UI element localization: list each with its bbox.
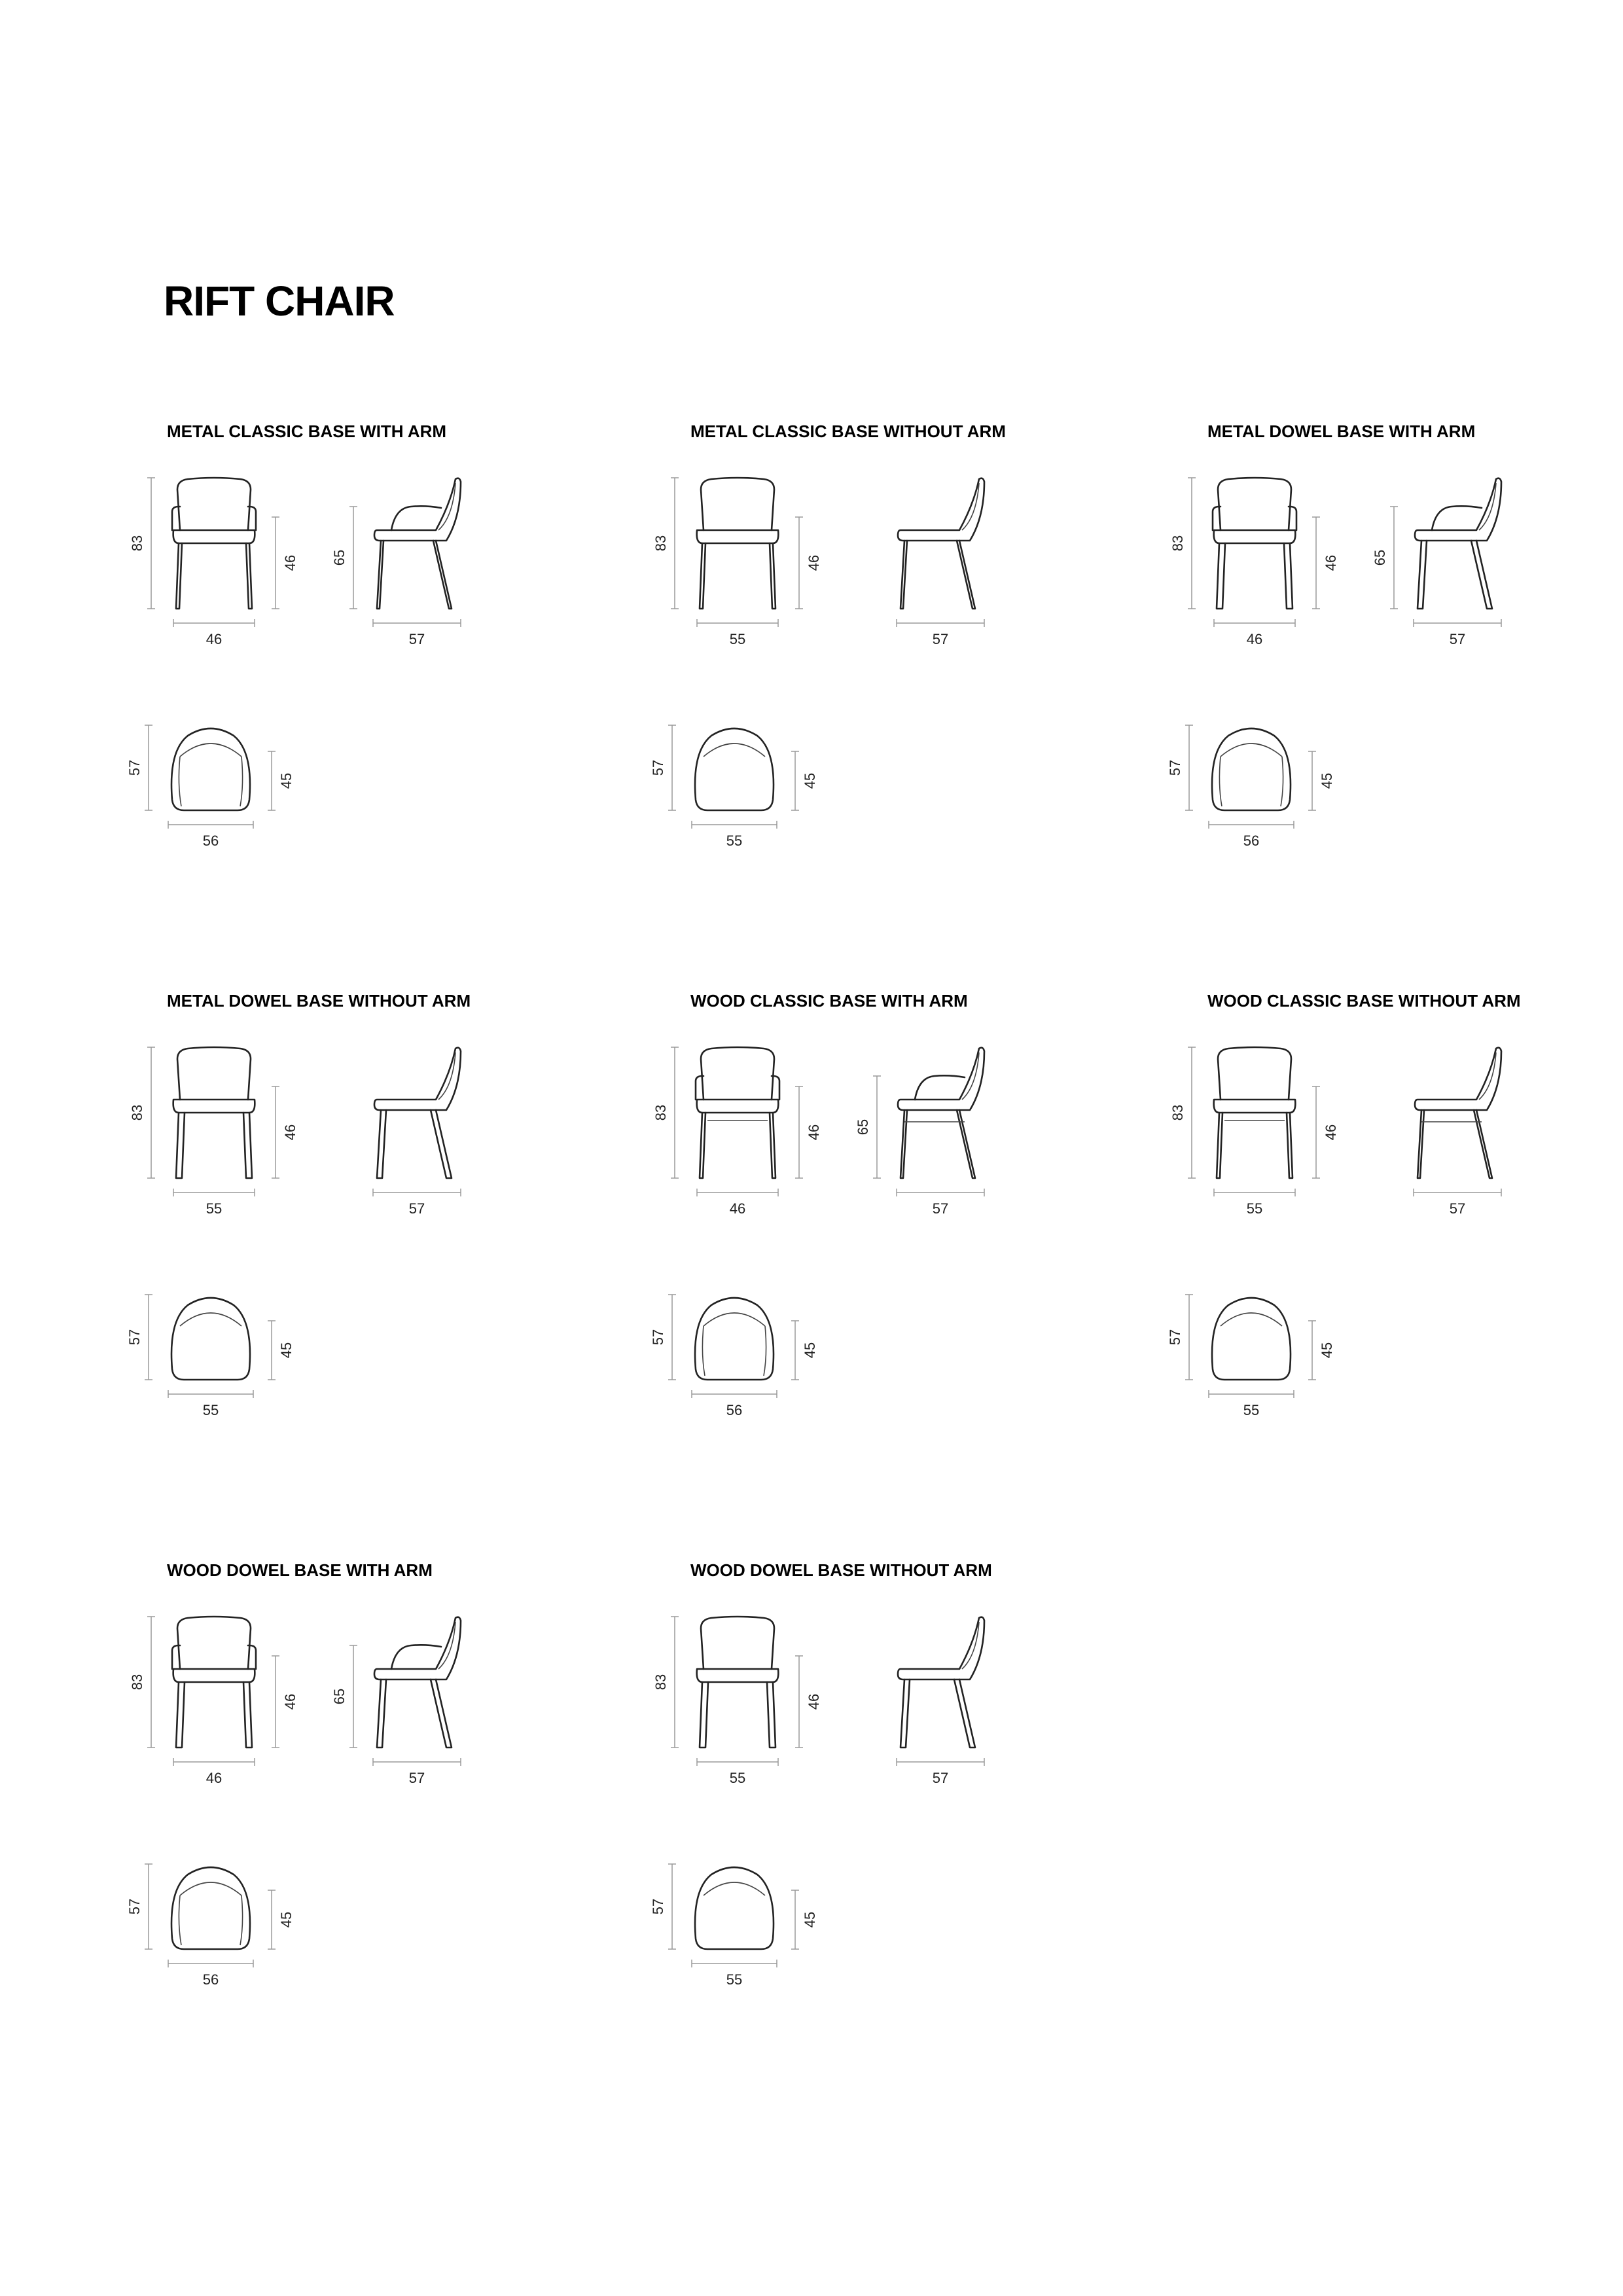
side-depth-dim-label: 57 [932,631,949,647]
top-depth-dim-label: 57 [126,1329,143,1346]
top-width-dim-label: 56 [726,1402,743,1418]
chair-leg-back [1471,541,1492,609]
chair-leg [243,1682,252,1748]
top-inner-dim-label: 45 [1319,1342,1335,1359]
top-depth-dim-label: 57 [126,1898,143,1915]
variant-block [126,1560,461,1988]
variant-title: METAL DOWEL BASE WITHOUT ARM [167,991,471,1011]
front-height-dim-label: 83 [129,1674,145,1691]
chair-outline [695,728,774,810]
chair-leg [176,1682,185,1748]
front-seat-dim-label: 46 [282,1693,298,1710]
chair-seat [1214,1100,1296,1113]
chair-leg [243,1113,252,1178]
top-view-chair [171,1298,250,1380]
top-view-chair [1212,728,1291,810]
chair-back [1218,478,1291,530]
top-depth-dim-label: 57 [126,759,143,776]
variant-block [1167,422,1501,849]
top-view-chair [695,1298,774,1380]
chair-leg [176,1113,185,1178]
chair-back-line [1221,744,1282,757]
chair-seat [173,1100,255,1113]
chair-back-line [180,744,241,757]
chair-leg-back [433,541,452,609]
chair-back [701,478,774,530]
side-arm-height-dim-label: 65 [1372,549,1388,566]
chair-leg-front [1418,1110,1424,1178]
front-view-chair [173,1047,255,1178]
chair-outline [1212,1298,1291,1380]
variant-block [650,422,1006,849]
front-width-dim-label: 55 [729,1770,746,1786]
chair-leg [1217,1113,1222,1178]
chair-leg [246,543,252,609]
chair-arm [915,1075,965,1100]
front-seat-dim-label: 46 [806,1124,822,1141]
chair-outline [171,728,250,810]
front-seat-dim-label: 46 [806,1693,822,1710]
variant-block [126,422,461,849]
variant-block [126,991,471,1418]
side-depth-dim-label: 57 [1449,631,1466,647]
top-inner-dim-label: 45 [1319,772,1335,789]
chair-back [177,478,251,530]
front-width-dim-label: 55 [729,631,746,647]
side-view-chair [898,1048,984,1178]
chair-leg-back [957,1110,975,1178]
top-inner-dim-label: 45 [278,1342,294,1359]
front-height-dim-label: 83 [652,1104,669,1121]
front-width-dim-label: 46 [729,1200,746,1217]
chair-leg [767,1682,776,1748]
top-depth-dim-label: 57 [650,1329,666,1346]
front-width-dim-label: 46 [1246,631,1263,647]
top-width-dim-label: 55 [726,833,743,849]
chair-arm [391,1645,441,1669]
side-depth-dim-label: 57 [408,1200,425,1217]
chair-leg-back [957,541,975,609]
chair-outline [171,1298,250,1380]
chair-back-line [1221,1313,1282,1326]
chair-back [1218,1047,1291,1100]
chair-arm-line [179,757,181,806]
top-depth-dim-label: 57 [650,1898,666,1915]
top-view-chair [171,1867,250,1949]
chair-leg [1217,543,1225,609]
chair-seat [1214,530,1296,543]
chair-leg [1287,1113,1293,1178]
chair-leg [1284,543,1293,609]
chair-leg [176,543,182,609]
chair-shell [1415,1048,1501,1110]
variant-block [650,1560,992,1988]
chair-leg-back [431,1679,452,1748]
chair-seat [697,1669,779,1682]
chair-shell [374,1048,461,1110]
variant-title: WOOD CLASSIC BASE WITH ARM [690,991,968,1011]
chair-shell [1415,478,1501,541]
chair-back [701,1047,774,1100]
front-height-dim-label: 83 [129,535,145,552]
chair-back [177,1617,251,1669]
chair-leg-front [377,1679,386,1748]
front-seat-dim-label: 46 [806,554,822,571]
chair-outline [171,1867,250,1949]
chair-leg-back [954,1679,975,1748]
chair-back-line [704,1313,765,1326]
side-view-chair [374,478,461,609]
chair-outline [695,1298,774,1380]
chair-leg-back [1474,1110,1492,1178]
side-arm-height-dim-label: 65 [331,1688,348,1705]
front-seat-dim-label: 46 [282,554,298,571]
top-view-chair [695,1867,774,1949]
chair-seat [697,530,779,543]
front-width-dim-label: 46 [205,1770,223,1786]
chair-arm [391,506,441,530]
top-width-dim-label: 55 [726,1971,743,1988]
front-width-dim-label: 55 [1246,1200,1263,1217]
chair-shell [898,1048,984,1110]
top-width-dim-label: 56 [202,1971,219,1988]
chair-arm [1432,506,1482,530]
variant-title: METAL CLASSIC BASE WITHOUT ARM [690,422,1006,441]
chair-arm-line [179,1895,181,1945]
side-view-chair [1415,1048,1501,1178]
front-view-chair [697,1617,779,1748]
front-height-dim-label: 83 [1169,535,1186,552]
front-width-dim-label: 46 [205,631,223,647]
top-inner-dim-label: 45 [278,772,294,789]
front-view-chair [1214,1047,1296,1178]
variant-title: WOOD DOWEL BASE WITH ARM [167,1560,433,1580]
top-inner-dim-label: 45 [802,1911,818,1928]
chair-outline [695,1867,774,1949]
chair-leg-back [431,1110,452,1178]
side-depth-dim-label: 57 [932,1770,949,1786]
chair-arm-line [1219,757,1222,806]
chair-back-line [180,1882,241,1895]
top-width-dim-label: 56 [202,833,219,849]
chair-seat [697,1100,779,1113]
front-height-dim-label: 83 [1169,1104,1186,1121]
top-inner-dim-label: 45 [802,772,818,789]
chair-shell [898,478,984,541]
top-view-chair [1212,1298,1291,1380]
top-view-chair [171,728,250,810]
side-arm-height-dim-label: 65 [331,549,348,566]
front-seat-dim-label: 46 [1323,554,1339,571]
front-width-dim-label: 55 [205,1200,223,1217]
side-view-chair [1415,478,1501,609]
chair-arm-line [702,1326,705,1376]
top-view-chair [695,728,774,810]
chair-seat [173,1669,255,1682]
top-width-dim-label: 55 [202,1402,219,1418]
top-depth-dim-label: 57 [1167,759,1183,776]
chair-seat [173,530,255,543]
chair-arm-line [764,1326,766,1376]
front-seat-dim-label: 46 [1323,1124,1339,1141]
top-depth-dim-label: 57 [1167,1329,1183,1346]
front-view-chair [696,1047,779,1178]
front-height-dim-label: 83 [129,1104,145,1121]
front-height-dim-label: 83 [652,535,669,552]
chair-back-line [704,744,765,757]
side-arm-height-dim-label: 65 [855,1119,871,1136]
chair-leg-front [377,541,383,609]
chair-leg-front [901,1679,910,1748]
side-depth-dim-label: 57 [408,1770,425,1786]
variant-title: WOOD CLASSIC BASE WITHOUT ARM [1207,991,1521,1011]
chair-back-line [704,1882,765,1895]
top-width-dim-label: 56 [1243,833,1260,849]
front-view-chair [697,478,779,609]
chair-leg-front [901,541,907,609]
chair-shell [374,1617,461,1679]
side-view-chair [898,478,984,609]
chair-leg [700,1113,705,1178]
chair-leg-front [901,1110,907,1178]
chair-leg-front [1418,541,1427,609]
chair-outline [1212,728,1291,810]
top-depth-dim-label: 57 [650,759,666,776]
chair-back [177,1047,251,1100]
variant-block [650,991,984,1418]
front-view-chair [172,478,256,609]
variant-title: METAL DOWEL BASE WITH ARM [1207,422,1476,441]
side-depth-dim-label: 57 [408,631,425,647]
chair-leg-front [377,1110,386,1178]
chair-back [701,1617,774,1669]
side-depth-dim-label: 57 [932,1200,949,1217]
chair-arm-line [240,757,243,806]
variant-block [1167,991,1521,1418]
chair-shell [374,478,461,541]
variant-title: METAL CLASSIC BASE WITH ARM [167,422,447,441]
chair-leg [700,543,705,609]
front-height-dim-label: 83 [652,1674,669,1691]
chair-shell [898,1617,984,1679]
chair-back-line [180,1313,241,1326]
chair-leg [700,1682,708,1748]
side-view-chair [374,1048,461,1178]
front-view-chair [1213,478,1296,609]
page-title: RIFT CHAIR [164,278,395,325]
front-view-chair [172,1617,256,1748]
side-depth-dim-label: 57 [1449,1200,1466,1217]
variant-title: WOOD DOWEL BASE WITHOUT ARM [690,1560,992,1580]
chair-arm-line [1281,757,1283,806]
top-inner-dim-label: 45 [802,1342,818,1359]
chair-leg [770,1113,776,1178]
front-seat-dim-label: 46 [282,1124,298,1141]
chair-leg [770,543,776,609]
chair-arm-line [240,1895,243,1945]
top-inner-dim-label: 45 [278,1911,294,1928]
top-width-dim-label: 55 [1243,1402,1260,1418]
side-view-chair [374,1617,461,1748]
side-view-chair [898,1617,984,1748]
